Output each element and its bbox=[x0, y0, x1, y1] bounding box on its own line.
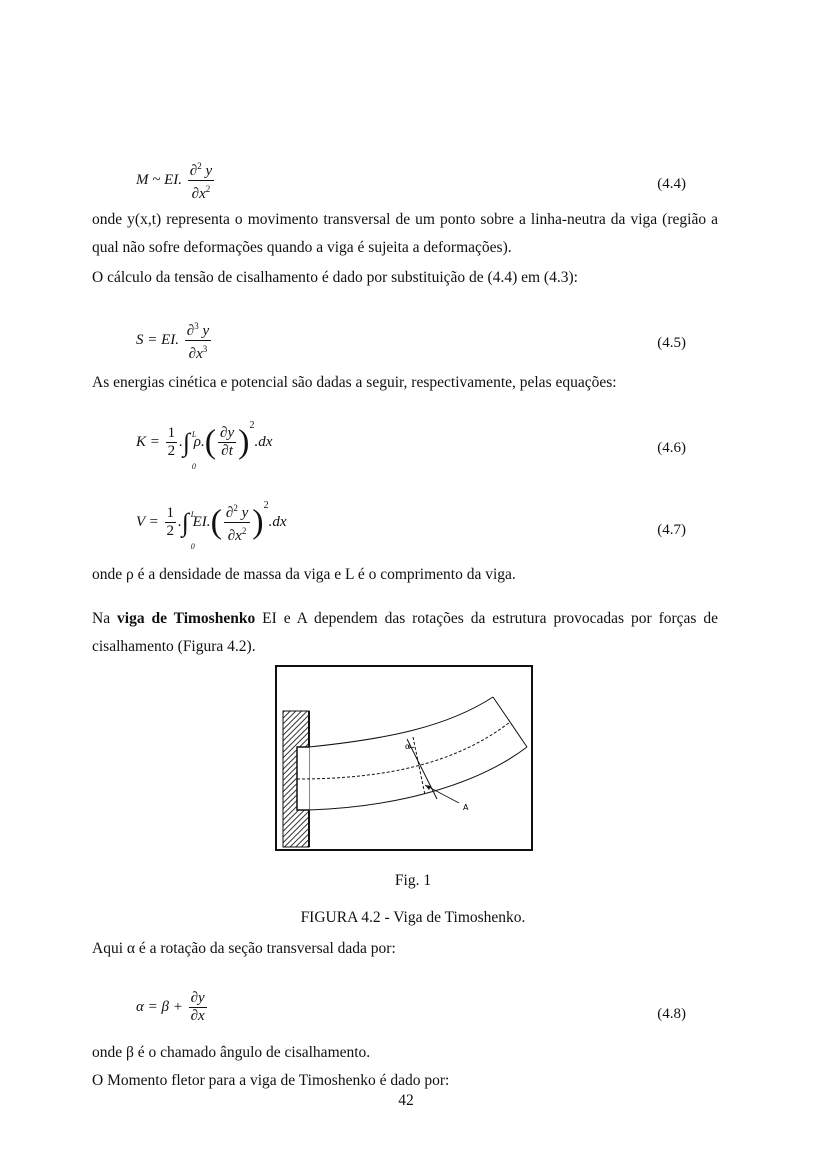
eq-mid: ρ. bbox=[193, 434, 205, 450]
frac-den: ∂t bbox=[221, 443, 233, 460]
frac-den-sup: 2 bbox=[205, 184, 211, 194]
integral-upper: L bbox=[191, 429, 197, 439]
figure-caption: FIGURA 4.2 - Viga de Timoshenko. bbox=[300, 909, 526, 926]
equation-number: (4.7) bbox=[657, 522, 686, 538]
equation-4-5 bbox=[136, 318, 213, 363]
frac-num: 1 bbox=[166, 505, 175, 522]
eq-mid: EI. bbox=[192, 514, 211, 530]
fraction bbox=[218, 425, 236, 460]
frac-den: 2 bbox=[166, 523, 175, 540]
eq-lhs: S = EI. bbox=[136, 331, 180, 348]
left-paren: ( bbox=[204, 423, 217, 461]
eq-tail: .dx bbox=[254, 434, 273, 450]
text-run: Na bbox=[92, 610, 118, 627]
figure-label: Fig. 1 bbox=[394, 872, 432, 889]
fraction bbox=[224, 500, 250, 545]
frac-den: ∂x bbox=[190, 1008, 205, 1024]
frac-num: ∂ bbox=[186, 323, 195, 339]
frac-num: ∂y bbox=[220, 425, 235, 442]
equation-number: (4.6) bbox=[657, 440, 686, 456]
figure-timoshenko-beam bbox=[275, 665, 533, 851]
frac-den: ∂x bbox=[227, 528, 242, 545]
eq-lhs: α = β + bbox=[136, 998, 183, 1015]
fraction bbox=[185, 318, 211, 363]
paragraph: Aqui α é a rotação da seção transversal dada por: bbox=[92, 940, 396, 957]
normal-section bbox=[413, 737, 425, 795]
paragraph: onde y(x,t) representa o movimento transversal de um ponto sobre a linha-neutra da viga (região a qual não sofre deformações quando a viga é sujeita a deformações). bbox=[92, 211, 718, 256]
paragraph bbox=[92, 605, 718, 661]
integral-upper: L bbox=[190, 509, 196, 519]
alpha-label: α bbox=[405, 742, 411, 751]
frac-den-sup: 2 bbox=[241, 526, 247, 537]
integral-lower: 0 bbox=[190, 541, 195, 551]
right-paren: ) bbox=[252, 503, 264, 541]
frac-num: ∂ bbox=[189, 163, 198, 179]
frac-den: 2 bbox=[167, 443, 176, 460]
text-run: EI e A dependem das rotações da estrutura provocadas por forças de cisalhamento (Figura 4.2). bbox=[92, 610, 719, 655]
exponent: 2 bbox=[263, 500, 269, 511]
neutral-line bbox=[297, 722, 510, 779]
paragraph: onde ρ é a densidade de massa da viga e L é o comprimento da viga. bbox=[92, 566, 516, 583]
fraction bbox=[189, 990, 207, 1025]
equation-4-8 bbox=[136, 990, 209, 1025]
left-paren: ( bbox=[210, 503, 222, 541]
frac-num-var: y bbox=[237, 505, 249, 522]
fraction-half bbox=[165, 505, 177, 540]
fraction-half bbox=[166, 425, 178, 460]
right-paren: ) bbox=[238, 423, 250, 461]
frac-num-sup: 2 bbox=[197, 161, 202, 171]
eq-lhs: M ~ EI. bbox=[136, 171, 183, 188]
frac-num-sup: 2 bbox=[233, 503, 238, 514]
frac-num: ∂y bbox=[190, 990, 205, 1006]
paragraph: onde β é o chamado ângulo de cisalhamento. bbox=[92, 1044, 371, 1061]
bold-term: viga de Timoshenko bbox=[117, 610, 256, 627]
fraction bbox=[188, 158, 214, 203]
paragraph: O cálculo da tensão de cisalhamento é dado por substituição de (4.4) em (4.3): bbox=[92, 269, 578, 286]
equation-4-4 bbox=[136, 158, 216, 203]
equation-number: (4.8) bbox=[657, 1006, 686, 1022]
eq-lhs: V = bbox=[136, 514, 159, 530]
equation-number: (4.4) bbox=[657, 176, 686, 192]
frac-num: ∂ bbox=[225, 505, 234, 522]
integral-sign: ∫ L 0 bbox=[183, 428, 190, 457]
frac-num-var: y bbox=[201, 163, 213, 179]
exponent: 2 bbox=[249, 420, 255, 431]
frac-den-sup: 3 bbox=[202, 344, 208, 354]
equation-number: (4.5) bbox=[657, 335, 686, 351]
paragraph: As energias cinética e potencial são dadas a seguir, respectivamente, pelas equações: bbox=[92, 374, 617, 391]
frac-den: ∂x bbox=[188, 346, 203, 362]
frac-num-sup: 3 bbox=[194, 321, 199, 331]
frac-den: ∂x bbox=[191, 186, 206, 202]
frac-num: 1 bbox=[167, 425, 176, 442]
eq-tail: .dx bbox=[268, 514, 287, 530]
beam-end bbox=[493, 697, 527, 747]
equation-4-7: V = $\frac{1}{2}$ .∫ L 0 EI.( $\frac{\partial^2 y}{\partial x^2}$ )$^2$.dx bbox=[136, 500, 286, 545]
beam-bottom-edge bbox=[309, 747, 527, 810]
page-number: 42 bbox=[398, 1092, 414, 1109]
paragraph: O Momento fletor para a viga de Timoshenko é dado por: bbox=[92, 1072, 450, 1089]
equation-4-6: K = $\frac{1}{2}$ .∫ L 0 ρ.( $\frac{\partial y}{\partial t}$ )$^2$.dx bbox=[136, 420, 272, 460]
frac-num-var: y bbox=[198, 323, 210, 339]
eq-lhs: K = bbox=[136, 434, 160, 450]
integral-sign: ∫ L 0 bbox=[182, 508, 189, 537]
integral-lower: 0 bbox=[191, 461, 196, 471]
beam-top-edge bbox=[309, 697, 493, 747]
A-label: A bbox=[463, 803, 469, 812]
beam-diagram bbox=[277, 667, 531, 849]
